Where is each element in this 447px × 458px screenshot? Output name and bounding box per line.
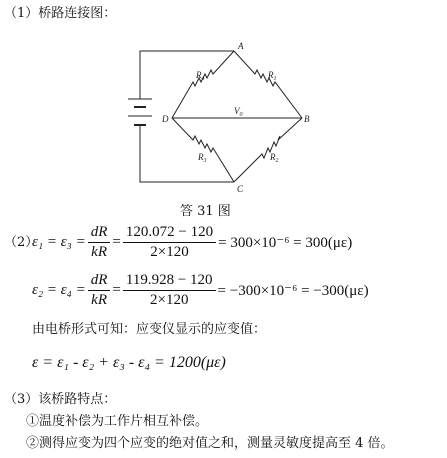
meter-label: $V_0$ xyxy=(234,106,243,118)
resistor-r2-label: $R_2$ xyxy=(270,152,279,164)
section-2-label: （2） xyxy=(4,235,39,250)
feature-item-1: ①温度补偿为工作片相互补偿。 xyxy=(26,414,209,429)
resistor-r1 xyxy=(234,51,302,118)
equation-1 xyxy=(32,224,352,261)
node-d-label: D xyxy=(162,114,169,124)
resistor-r2 xyxy=(234,118,302,182)
feature-item-2: ②测得应变为四个应变的绝对值之和，测量灵敏度提高至 4 倍。 xyxy=(26,436,394,451)
resistor-r3 xyxy=(172,118,234,182)
eq1-equals: = xyxy=(112,234,121,250)
eq1-frac-values: $\frac{120.072 - 120}{2\times 120}$ xyxy=(123,224,216,261)
node-b-label: B xyxy=(304,114,310,124)
resistor-r4-label: $R_4$ xyxy=(196,70,205,82)
eq1-rhs: = 300×10⁻⁶ = 300(με) xyxy=(218,235,353,251)
eq2-lhs: ε₂ = ε₄ = xyxy=(32,282,86,298)
bridge-form-text: 由电桥形式可知：应变仪显示的应变值： xyxy=(32,322,267,337)
equation-2 xyxy=(32,272,369,309)
figure-caption: 答 31 图 xyxy=(180,204,231,219)
eq2-equals: = xyxy=(112,282,121,298)
equation-3: ε = ε₁ - ε₂ + ε₃ - ε₄ = 1200(με) xyxy=(32,354,226,371)
bridge-circuit-diagram xyxy=(110,36,330,196)
resistor-r4 xyxy=(172,51,234,118)
eq2-rhs: = −300×10⁻⁶ = −300(με) xyxy=(217,283,369,299)
eq2-frac-dr-kr: $\frac{dR}{kR}$ xyxy=(88,272,111,309)
node-c-label: C xyxy=(237,184,244,194)
node-a-label: A xyxy=(238,41,244,51)
eq2-frac-values: $\frac{119.928 - 120}{2\times 120}$ xyxy=(123,272,216,309)
eq1-lhs: ε₁ = ε₃ = xyxy=(32,234,86,250)
resistor-r1-label: $R_1$ xyxy=(268,70,277,82)
section-1-label: （1）桥路连接图： xyxy=(4,6,117,21)
section-3-label: （3）该桥路特点： xyxy=(4,392,117,407)
resistor-r3-label: $R_3$ xyxy=(198,152,207,164)
eq1-frac-dr-kr: $\frac{dR}{kR}$ xyxy=(88,224,111,261)
